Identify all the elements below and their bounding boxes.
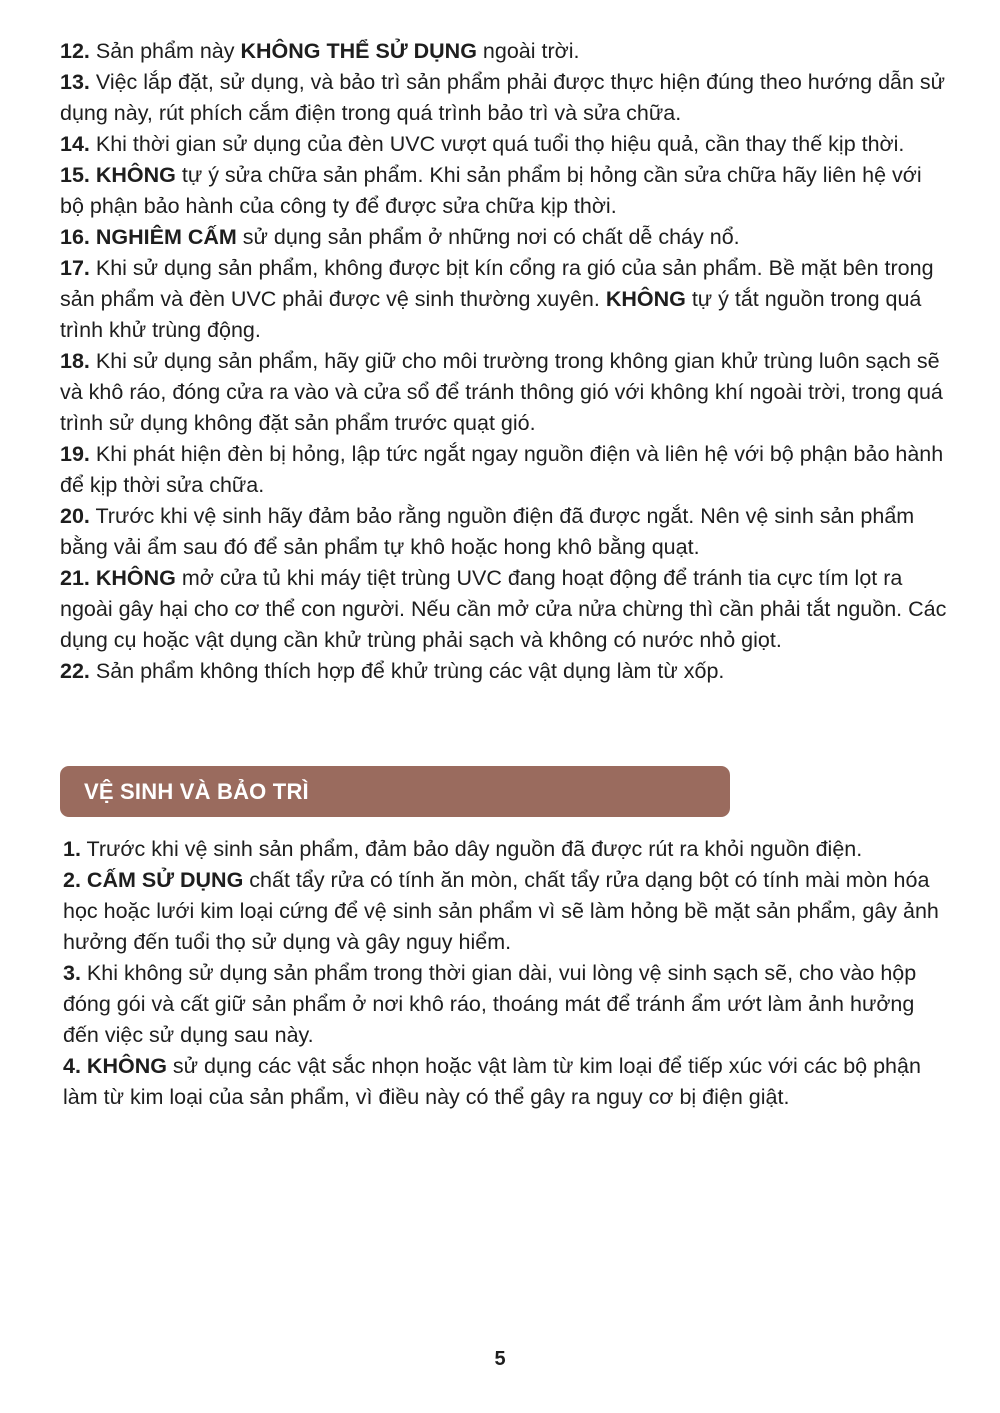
item-text: Khi thời gian sử dụng của đèn UVC vượt quá tuổi thọ hiệu quả, cần thay thế kịp thời.	[89, 132, 905, 156]
item-number: 22.	[60, 659, 90, 683]
list-item	[63, 834, 953, 865]
list-item	[60, 439, 950, 501]
item-text: Sản phẩm này	[89, 39, 241, 63]
item-text: Khi phát hiện đèn bị hỏng, lập tức ngắt ngay nguồn điện và liên hệ với bộ phận bảo hành để kịp thời sửa chữa.	[60, 442, 944, 497]
list-item	[63, 865, 953, 958]
list-item	[60, 346, 950, 439]
list-item	[60, 67, 950, 129]
item-text: sử dụng các vật sắc nhọn hoặc vật làm từ kim loại để tiếp xúc với các bộ phận làm từ kim loại của sản phẩm, vì điều này có thể gây ra nguy cơ bị điện giật.	[63, 1054, 921, 1109]
item-text: Sản phẩm không thích hợp để khử trùng các vật dụng làm từ xốp.	[89, 659, 725, 683]
cleaning-maintenance-list	[63, 834, 953, 1113]
list-item	[60, 129, 950, 160]
item-number: 17.	[60, 256, 90, 280]
item-number: 15.	[60, 163, 90, 187]
item-number: 19.	[60, 442, 90, 466]
item-text: chất tẩy rửa có tính ăn mòn, chất tẩy rửa dạng bột có tính mài mòn hóa học hoặc lưới kim loại cứng để vệ sinh sản phẩm vì sẽ làm hỏng bề mặt sản phẩm, gây ảnh hưởng đến tuổi thọ sử dụng và gây nguy hiểm.	[63, 868, 939, 954]
item-text: Khi sử dụng sản phẩm, hãy giữ cho môi trường trong không gian khử trùng luôn sạch sẽ và khô ráo, đóng cửa ra vào và cửa sổ để tránh thông gió với không khí ngoài trời, trong quá trình sử dụng không đặt sản phẩm trước quạt gió.	[60, 349, 943, 435]
emphasis-text: KHÔNG THỂ SỬ DỤNG	[240, 39, 477, 63]
list-item	[60, 501, 950, 563]
item-text: Khi không sử dụng sản phẩm trong thời gian dài, vui lòng vệ sinh sạch sẽ, cho vào hộp đóng gói và cất giữ sản phẩm ở nơi khô ráo, thoáng mát để tránh ẩm ướt làm ảnh hưởng đến việc sử dụng sau này.	[63, 961, 917, 1047]
item-text: Khi sử dụng sản phẩm, không được bịt kín cổng ra gió của sản phẩm. Bề mặt bên trong sản phẩm và đèn UVC phải được vệ sinh thường xuyên.	[60, 256, 934, 311]
list-item	[60, 160, 950, 222]
safety-instructions-list	[60, 36, 950, 687]
emphasis-text: KHÔNG	[80, 1054, 167, 1078]
list-item	[63, 958, 953, 1051]
item-number: 2.	[63, 868, 81, 892]
item-number: 13.	[60, 70, 90, 94]
item-text: tự ý tắt nguồn trong quá trình khử trùng động.	[60, 287, 922, 342]
emphasis-text: KHÔNG	[89, 163, 176, 187]
emphasis-text: CẤM SỬ DỤNG	[80, 868, 244, 892]
item-number: 14.	[60, 132, 90, 156]
section-header-cleaning-maintenance: VỆ SINH VÀ BẢO TRÌ	[60, 766, 730, 817]
item-text: mở cửa tủ khi máy tiệt trùng UVC đang hoạt động để tránh tia cực tím lọt ra ngoài gây hại cho cơ thể con người. Nếu cần mở cửa nửa chừng thì cần phải tắt nguồn. Các dụng cụ hoặc vật dụng cần khử trùng phải sạch và không có nước nhỏ giọt.	[60, 566, 947, 652]
item-number: 12.	[60, 39, 90, 63]
item-number: 16.	[60, 225, 90, 249]
list-item	[63, 1051, 953, 1113]
item-text: sử dụng sản phẩm ở những nơi có chất dễ cháy nổ.	[236, 225, 740, 249]
item-text: Trước khi vệ sinh sản phẩm, đảm bảo dây nguồn đã được rút ra khỏi nguồn điện.	[80, 837, 863, 861]
page-number: 5	[494, 1348, 506, 1370]
item-text: tự ý sửa chữa sản phẩm. Khi sản phẩm bị hỏng cần sửa chữa hãy liên hệ với bộ phận bảo hành của công ty để được sửa chữa kịp thời.	[60, 163, 922, 218]
item-number: 20.	[60, 504, 90, 528]
emphasis-text: KHÔNG	[605, 287, 686, 311]
item-text: Trước khi vệ sinh hãy đảm bảo rằng nguồn điện đã được ngắt. Nên vệ sinh sản phẩm bằng vải ẩm sau đó để sản phẩm tự khô hoặc hong khô bằng quạt.	[60, 504, 915, 559]
list-item	[60, 253, 950, 346]
item-text: ngoài trời.	[476, 39, 580, 63]
list-item	[60, 656, 950, 687]
emphasis-text: NGHIÊM CẤM	[89, 225, 237, 249]
item-text: Việc lắp đặt, sử dụng, và bảo trì sản phẩm phải được thực hiện đúng theo hướng dẫn sử dụng này, rút phích cắm điện trong quá trình bảo trì và sửa chữa.	[60, 70, 946, 125]
emphasis-text: KHÔNG	[89, 566, 176, 590]
list-item	[60, 222, 950, 253]
item-number: 3.	[63, 961, 81, 985]
item-number: 4.	[63, 1054, 81, 1078]
item-number: 1.	[63, 837, 81, 861]
list-item	[60, 36, 950, 67]
item-number: 21.	[60, 566, 90, 590]
item-number: 18.	[60, 349, 90, 373]
list-item	[60, 563, 950, 656]
